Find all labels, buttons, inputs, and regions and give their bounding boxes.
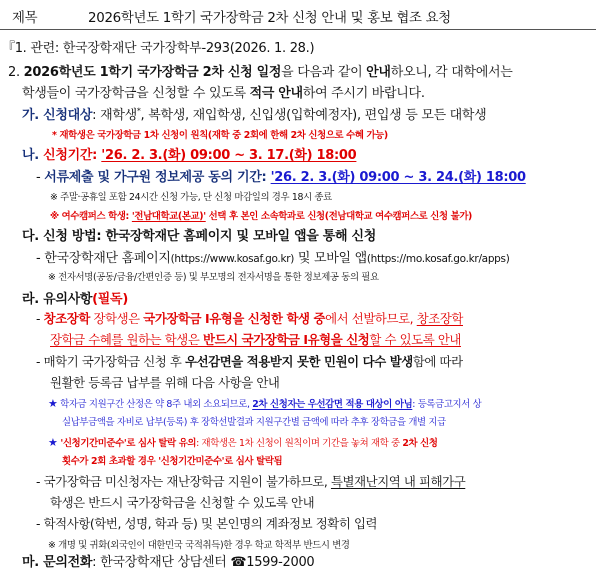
- header-divider: [0, 29, 596, 30]
- caution-star2-line2: 횟수가 2회 초과할 경우 '신청기간미준수'로 심사 탈락됨: [62, 456, 283, 467]
- caution-p3-line2: 학생은 반드시 국가장학금을 신청할 수 있도록 안내: [50, 495, 315, 510]
- caution-p2-line1: - 매학기 국가장학금 신청 후 우선감면을 적용받지 못한 민원이 다수 발생함에 따라: [36, 354, 463, 369]
- caution-star1-line1: ★ 학자금 지원구간 산정은 약 8주 내외 소요되므로, 2차 신청자는 우선감면 적용 대상이 아님: 등록금고지서 상: [48, 397, 482, 410]
- eligibility-line: 가. 신청대상: 재학생*, 복학생, 재입학생, 신입생(입학예정자), 편입생 등 모든 대학생: [22, 106, 487, 123]
- caution-star1-line2: 실납부금액을 자비로 납부(등록) 후 장학선발결과 지원구간별 금액에 따라 추후 장학금을 개별 지급: [62, 417, 446, 428]
- period-note2: ※ 여수캠퍼스 학생: '전남대학교(본교)' 선택 후 본인 소속학과로 신청(전남대학교 여수캠퍼스로 신청 불가): [50, 211, 472, 222]
- caution-p3-line1: - 국가장학금 미신청자는 재난장학금 지원이 불가하므로, 특별재난지역 내 피해가구: [36, 474, 466, 489]
- caution-star2-line1: ★ '신청기간미준수'로 심사 탈락 유의: 재학생은 1차 신청이 원칙이며 기간을 놓쳐 재학 중 2차 신청: [48, 436, 438, 449]
- phone-icon: ☎: [230, 555, 247, 570]
- caution-title: 라. 유의사항(필독): [22, 292, 128, 307]
- phone-number: 1599-2000: [246, 555, 315, 570]
- period-line: 나. 신청기간: '26. 2. 3.(화) 09:00 ~ 3. 17.(화) 18:00: [22, 148, 357, 163]
- method-note: ※ 전자서명(공동/금융/간편인증 등) 및 부모명의 전자서명을 통한 정보제공 동의 필요: [48, 272, 379, 283]
- item2-line1: 2. 2026학년도 1학기 국가장학금 2차 신청 일정을 다음과 같이 안내하오니, 각 대학에서는: [8, 65, 513, 80]
- star-icon: ★: [48, 397, 58, 410]
- caution-p1-line1: - 창조장학 장학생은 국가장학금 Ⅰ유형을 신청한 학생 중에서 선발하므로, 창조장학: [36, 311, 463, 326]
- caution-p2-line2: 원활한 등록금 납부를 위해 다음 사항을 안내: [50, 375, 280, 390]
- reference-line: 『1. 관련: 한국장학재단 국가장학부-293(2026. 1. 28.): [2, 41, 315, 56]
- item2-line2: 학생들이 국가장학금을 신청할 수 있도록 적극 안내하여 주시기 바랍니다.: [22, 86, 425, 101]
- star-icon: ★: [48, 436, 58, 449]
- method-title: 다. 신청 방법: 한국장학재단 홈페이지 및 모바일 앱을 통해 신청: [22, 229, 377, 244]
- document-title: 2026학년도 1학기 국가장학금 2차 신청 안내 및 홍보 협조 요청: [88, 11, 451, 26]
- caution-p1-line2: 장학금 수혜를 원하는 학생은 반드시 국가장학금 Ⅰ유형을 신청할 수 있도록 안내: [50, 332, 461, 347]
- bracket-mark: 『: [2, 41, 15, 56]
- caution-p4: - 학적사항(학번, 성명, 학과 등) 및 본인명의 계좌정보 정확히 입력: [36, 516, 378, 531]
- eligibility-note: * 재학생은 국가장학금 1차 신청이 원칙(재학 중 2회에 한해 2차 신청으로 수혜 가능): [52, 130, 388, 141]
- method-line: - 한국장학재단 홈페이지(https://www.kosaf.go.kr) 및 모바일 앱(https://mo.kosaf.go.kr/apps): [36, 251, 510, 266]
- period-note1: ※ 주말·공휴일 포함 24시간 신청 가능, 단 신청 마감일의 경우 18시 종료: [50, 192, 332, 203]
- header-label: 제목: [12, 11, 38, 26]
- contact-line: 마. 문의전화: 한국장학재단 상담센터 ☎1599-2000: [22, 555, 315, 570]
- caution-note: ※ 개명 및 귀화(외국인이 대한민국 국적취득)한 경우 학교 학적부 반드시 변경: [48, 540, 350, 551]
- doc-period-line: - 서류제출 및 가구원 정보제공 동의 기간: '26. 2. 3.(화) 09:00 ~ 3. 24.(화) 18:00: [36, 170, 526, 185]
